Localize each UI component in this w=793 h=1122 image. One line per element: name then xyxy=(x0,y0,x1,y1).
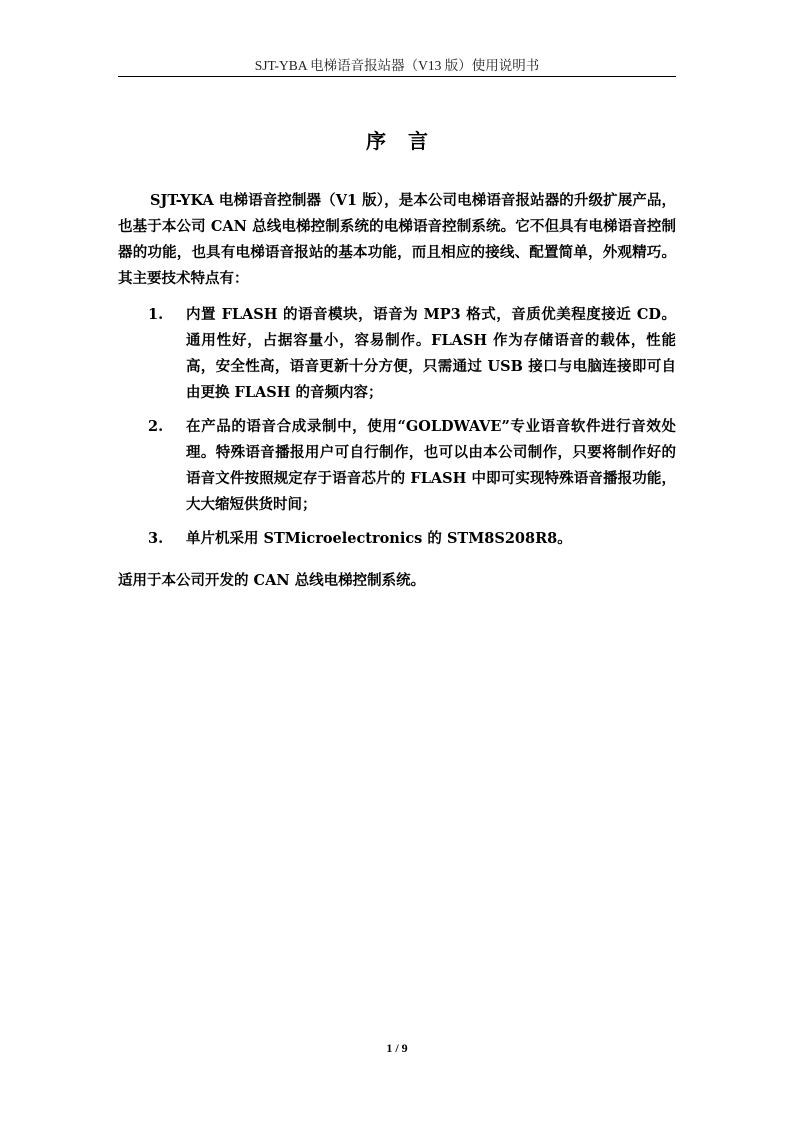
page-title: 序言 xyxy=(366,129,450,153)
closing-paragraph: 适用于本公司开发的 CAN 总线电梯控制系统。 xyxy=(118,572,426,589)
feature-list xyxy=(118,302,676,552)
list-item xyxy=(118,526,676,552)
list-item-text: 单片机采用 STMicroelectronics 的 STM8S208R8。 xyxy=(186,530,572,547)
header-divider xyxy=(118,76,676,77)
intro-paragraph: SJT-YKA 电梯语音控制器（V1 版），是本公司电梯语音报站器的升级扩展产品，也基于本公司 CAN 总线电梯控制系统的电梯语音控制系统。它不但具有电梯语音控制器的功能，也具有电梯语音报站的基本功能，而且相应的接线、配置简单，外观精巧。其主要技术特点有： xyxy=(118,192,676,287)
list-item-text: 内置 FLASH 的语音模块，语音为 MP3 格式，音质优美程度接近 CD。通用性好，占据容量小，容易制作。FLASH 作为存储语音的载体，性能高，安全性高，语音更新十分方便，只需通过 USB 接口与电脑连接即可自由更换 FLASH 的音频内容； xyxy=(186,306,676,401)
page-number: 1 / 9 xyxy=(386,1041,408,1055)
document-body xyxy=(118,188,676,594)
list-item xyxy=(118,414,676,518)
list-item-number: 1. xyxy=(148,306,164,323)
list-item-number: 2. xyxy=(148,418,164,435)
page-header: SJT-YBA 电梯语音报站器（V13 版）使用说明书 xyxy=(254,58,540,73)
list-item xyxy=(118,302,676,406)
list-item-text: 在产品的语音合成录制中，使用“GOLDWAVE”专业语音软件进行音效处理。特殊语音播报用户可自行制作，也可以由本公司制作，只要将制作好的语音文件按照规定存于语音芯片的 FLASH 中即可实现特殊语音播报功能，大大缩短供货时间； xyxy=(186,418,676,513)
list-item-number: 3. xyxy=(148,530,164,547)
